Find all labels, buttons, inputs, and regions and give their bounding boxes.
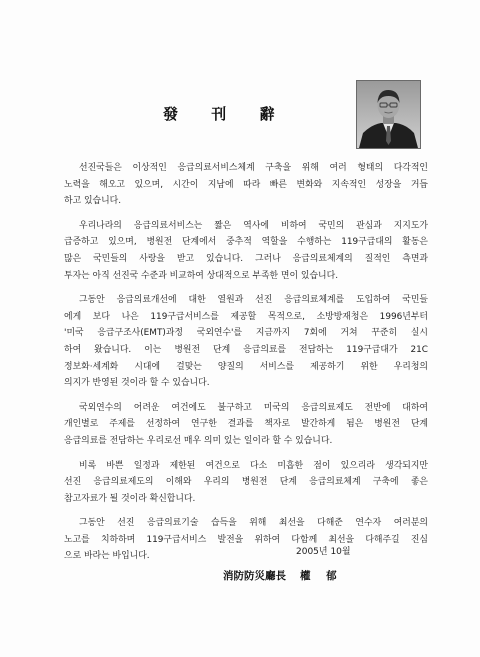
signature-office: 消防防災廳長 [223, 570, 286, 582]
message-body [64, 160, 428, 573]
date-line: 2005년 10월 [296, 547, 351, 557]
paragraph-line: 으로 바라는 바입니다. [64, 551, 150, 562]
portrait-photo [356, 80, 421, 149]
paragraph [64, 292, 428, 392]
paragraph-line: 의지가 반영된 것이라 할 수 있습니다. [64, 378, 210, 389]
paragraph-line: 국외연수의 어려운 여건에도 불구하고 미국의 응급의료제도 전반에 대하여 [79, 402, 428, 413]
paragraph [64, 458, 428, 508]
paragraph [64, 160, 428, 210]
paragraph-line: 응급의료를 전담하는 우리로선 매우 의미 있는 일이라 할 수 있습니다. [64, 435, 333, 446]
paragraph-line: 비록 바쁜 일정과 제한된 여건으로 다소 미흡한 점이 있으리라 생각되지만 [79, 460, 428, 471]
paragraph-line: 하고 있습니다. [64, 196, 122, 207]
paragraph-line: 노고를 치하하며 119구급서비스 발전을 위하여 다함께 최선을 다해주길 진심 [64, 534, 428, 545]
page-title: 發 刊 辭 [163, 105, 289, 123]
paragraph [64, 515, 428, 565]
paragraph-line: '미국 응급구조사(EMT)과정 국외연수'를 지금까지 7회에 거쳐 꾸준히 실시 [64, 328, 428, 339]
paragraph-line: 개인별로 주제를 선정하여 연구한 결과를 책자로 발간하게 됨은 병원전 단계 [64, 419, 428, 430]
signature-name: 權 郁 [300, 570, 343, 582]
paragraph-line: 급증하고 있으며, 병원전 단계에서 중추적 역할을 수행하는 119구급대의 활동은 [64, 237, 428, 248]
paragraph-line: 그동안 선진 응급의료기술 습득을 위해 최선을 다해준 연수자 여러분의 [79, 518, 428, 529]
paragraph [64, 218, 428, 284]
paragraph-line: 우리나라의 응급의료서비스는 짧은 역사에 비하여 국민의 관심과 지지도가 [79, 220, 428, 231]
paragraph [64, 400, 428, 450]
paragraph-line: 선진 응급의료제도의 이해와 우리의 병원전 단계 응급의료체계 구축에 좋은 [64, 477, 428, 488]
paragraph-line: 많은 국민들의 사랑을 받고 있습니다. 그러나 응급의료체계의 질적인 측면과 [64, 253, 428, 264]
paragraph-line: 정보화·세계화 시대에 걸맞는 양질의 서비스를 제공하기 위한 우리청의 [64, 361, 428, 372]
paragraph-line: 노력을 해오고 있으며, 시간이 지남에 따라 빠른 변화와 지속적인 성장을 거듭 [64, 179, 428, 190]
paragraph-line: 선진국들은 이상적인 응급의료서비스체계 구축을 위해 여러 형태의 다각적인 [79, 163, 428, 173]
paragraph-line: 하여 왔습니다. 이는 병원전 단계 응급의료를 전담하는 119구급대가 21C [64, 344, 428, 355]
paragraph-line: 투자는 아직 선진국 수준과 비교하여 상대적으로 부족한 면이 있습니다. [64, 270, 339, 281]
paragraph-line: 참고자료가 될 것이라 확신합니다. [64, 493, 196, 504]
paragraph-line: 에게 보다 나은 119구급서비스를 제공할 목적으로, 소방방재청은 1996년부터 [64, 311, 428, 322]
paragraph-line: 그동안 응급의료개선에 대한 열원과 선진 응급의료체계를 도입하여 국민들 [79, 295, 428, 306]
signature-line [223, 568, 343, 583]
portrait-icon [357, 81, 420, 148]
